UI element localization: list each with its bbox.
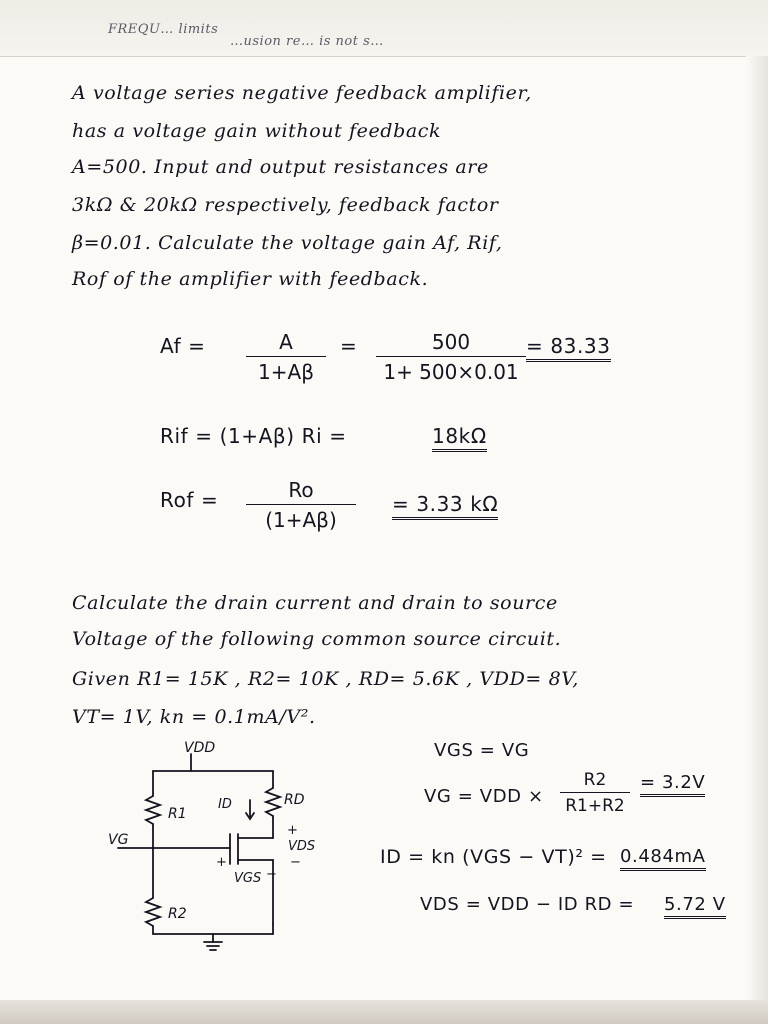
vg-result-wrap [640,772,705,793]
vg-numerator: R2 [560,770,630,793]
af-lhs: Af = [160,334,206,358]
problem2-line2: Voltage of the following common source circuit. [72,628,562,650]
rof-result: = 3.33 kΩ [392,492,498,520]
problem1-line3: A=500. Input and output resistances are [72,156,489,178]
af-fraction-numeric [376,330,526,384]
rof-denominator: (1+Aβ) [265,508,337,532]
vgs-plus: + [216,855,227,870]
vds-label: VDS [288,839,316,854]
vds-minus: − [290,855,301,870]
af-frac2-denominator: 1+ 500×0.01 [383,360,519,384]
torn-text-line2: …usion re… is not s… [230,34,384,49]
problem1-line5: β=0.01. Calculate the voltage gain Af, Rif, [72,232,503,254]
rif-expression: Rif = (1+Aβ) Ri = [160,424,347,448]
vg-denominator: R1+R2 [565,796,625,816]
af-equals: = [340,334,358,358]
rof-lhs: Rof = [160,488,219,512]
af-frac2-numerator: 500 [376,330,526,357]
id-label: ID [218,797,232,812]
vds-result-wrap [664,894,726,915]
rd-resistor [266,788,280,816]
vg-lhs: VG = VDD × [424,786,544,807]
af-fraction-symbolic [246,330,326,384]
page-bottom-edge [0,1000,768,1024]
af-frac1-numerator: A [246,330,326,357]
problem1-line4: 3kΩ & 20kΩ respectively, feedback factor [72,194,499,216]
id-equation: ID = kn (VGS − VT)² = [380,846,607,868]
rif-result-wrap [432,424,487,448]
vg-label: VG [108,832,129,848]
page-right-edge [746,56,768,1000]
vds-equation: VDS = VDD − ID RD = [420,894,635,915]
rof-numerator: Ro [246,478,356,505]
af-result: = 83.33 [526,334,611,362]
torn-previous-page [0,0,768,57]
problem1-line1: A voltage series negative feedback amplifier, [72,82,532,104]
torn-text-line1: FREQU… limits [108,22,219,37]
vg-fraction [560,770,630,816]
vds-result: 5.72 V [664,894,726,919]
common-source-circuit [108,738,328,958]
r1-resistor [146,796,160,824]
problem1-line2: has a voltage gain without feedback [72,120,442,142]
vds-plus: + [287,823,298,838]
vgs-equation: VGS = VG [434,740,530,761]
r2-label: R2 [168,906,187,922]
rd-label: RD [284,792,305,808]
rof-fraction [246,478,356,532]
id-result: 0.484mA [620,846,706,871]
problem1-line6: Rof of the amplifier with feedback. [72,268,429,290]
vg-result: = 3.2V [640,772,705,797]
vgs-minus: − [266,867,277,882]
problem2-line1: Calculate the drain current and drain to source [72,592,558,614]
rif-result: 18kΩ [432,424,487,452]
vdd-label: VDD [184,740,216,756]
af-frac1-denominator: 1+Aβ [258,360,314,384]
rof-result-wrap [392,492,498,516]
af-result-wrap [526,334,611,358]
problem2-line4: VT= 1V, kn = 0.1mA/V². [72,706,316,728]
r1-label: R1 [168,806,187,822]
problem2-line3: Given R1= 15K , R2= 10K , RD= 5.6K , VDD= 8V, [72,668,579,690]
vgs-label: VGS [234,871,262,886]
r2-resistor [146,898,160,926]
id-result-wrap [620,846,706,867]
